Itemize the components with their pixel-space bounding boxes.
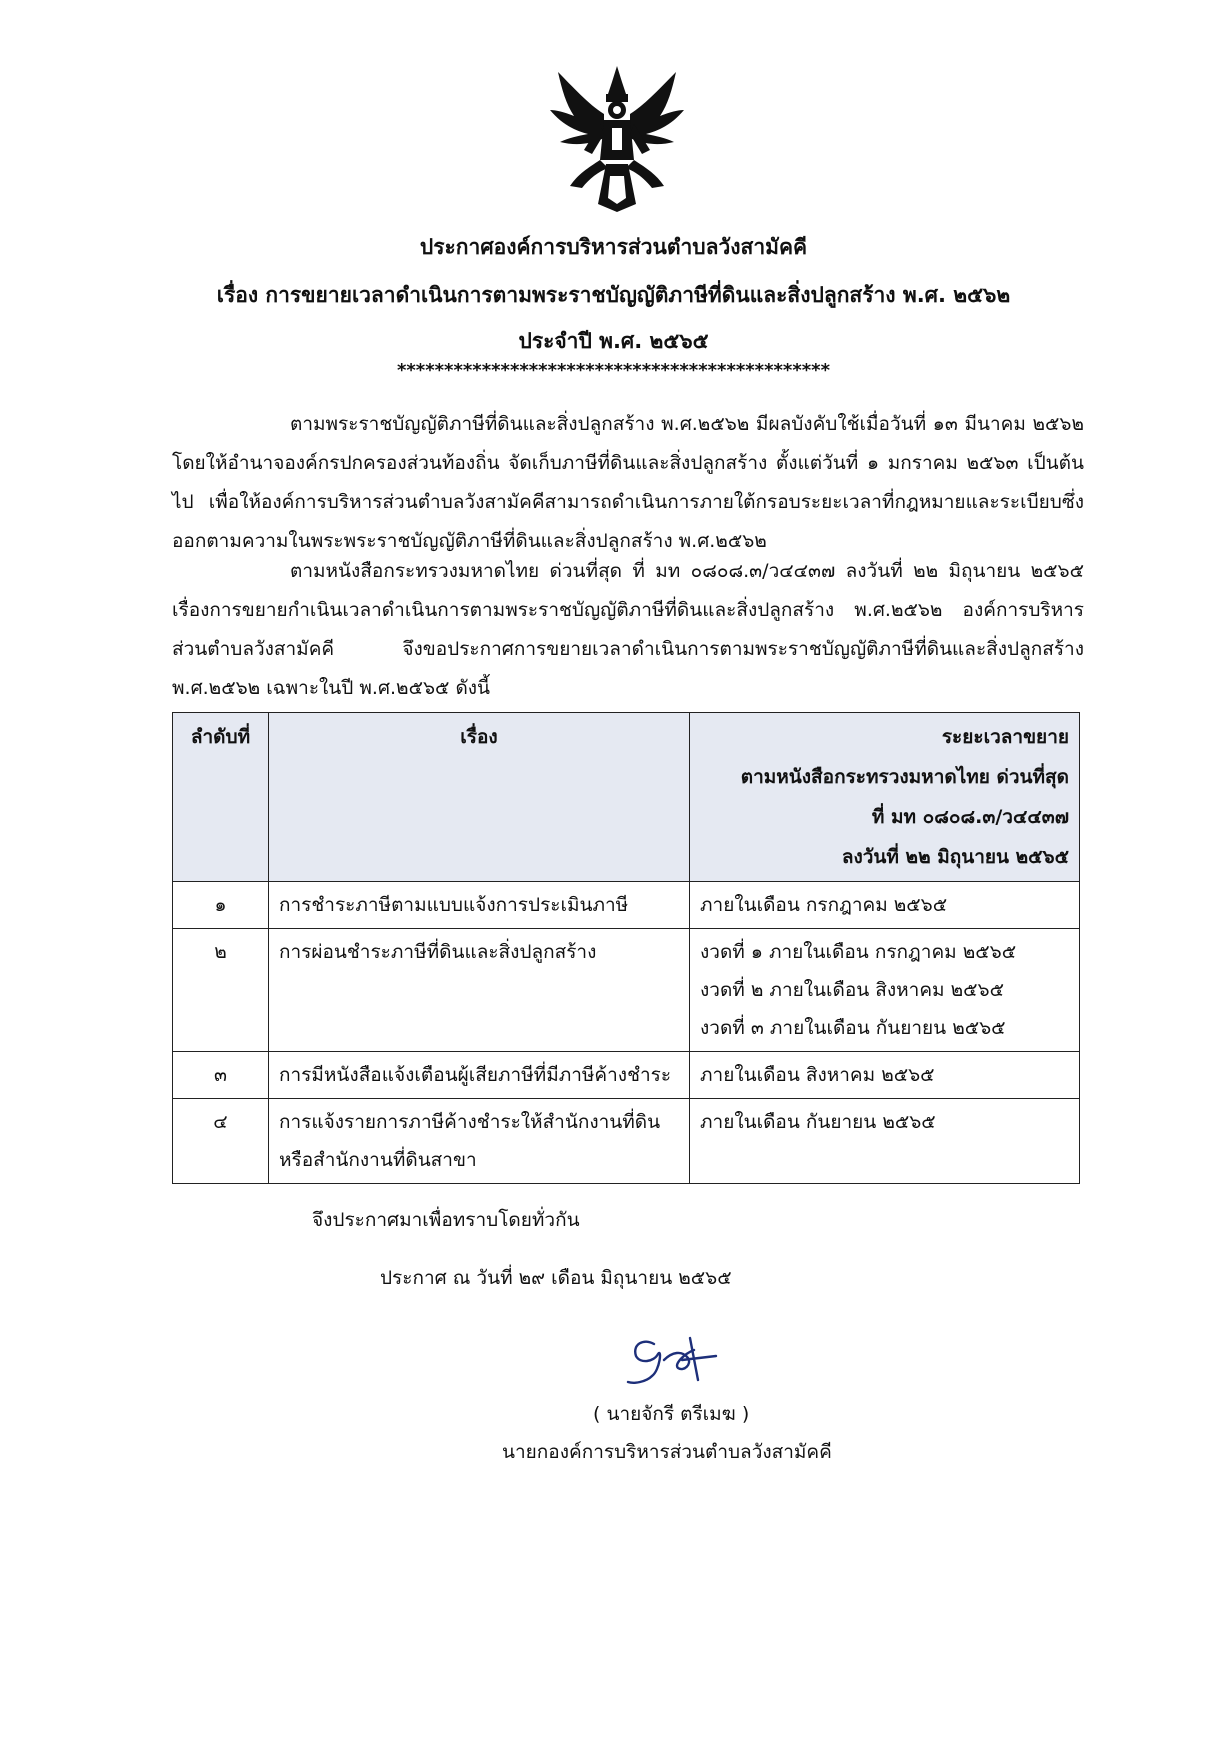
table-row <box>173 1052 1080 1099</box>
row-period <box>690 882 1080 929</box>
row-period-line: ภายในเดือน กันยายน ๒๕๖๕ <box>700 1111 936 1133</box>
row-period <box>690 1052 1080 1099</box>
closing-announce: จึงประกาศมาเพื่อทราบโดยทั่วกัน <box>312 1209 580 1231</box>
header-subject: เรื่อง <box>269 713 690 882</box>
announcement-title: ประกาศองค์การบริหารส่วนตำบลวังสามัคคี <box>419 235 808 259</box>
row-subject <box>269 882 690 929</box>
paragraph-1 <box>172 405 1084 561</box>
row-period-line: งวดที่ ๓ ภายในเดือน กันยายน ๒๕๖๕ <box>700 1017 1006 1039</box>
table-row <box>173 1099 1080 1184</box>
row-subject-line: หรือสำนักงานที่ดินสาขา <box>279 1149 477 1171</box>
garuda-emblem-icon <box>548 64 686 214</box>
row-no: ๔ <box>173 1099 269 1184</box>
header-period-line: ที่ มท ๐๘๐๘.๓/ว๔๔๓๗ <box>871 806 1069 828</box>
header-period <box>690 713 1080 882</box>
signature-icon <box>624 1330 734 1390</box>
row-no: ๒ <box>173 929 269 1052</box>
table-row <box>173 929 1080 1052</box>
table-header-row <box>173 713 1080 882</box>
header-period-line: ลงวันที่ ๒๒ มิถุนายน ๒๕๖๕ <box>841 846 1069 868</box>
announcement-subject: เรื่อง การขยายเวลาดำเนินการตามพระราชบัญญัติภาษีที่ดินและสิ่งปลูกสร้าง พ.ศ. ๒๕๖๒ <box>216 283 1011 307</box>
row-period-line: งวดที่ ๑ ภายในเดือน กรกฎาคม ๒๕๖๕ <box>700 941 1017 963</box>
row-subject-line: การมีหนังสือแจ้งเตือนผู้เสียภาษีที่มีภาษีค้างชำระ <box>279 1064 672 1086</box>
row-subject <box>269 1052 690 1099</box>
row-subject <box>269 929 690 1052</box>
announcement-year: ประจำปี พ.ศ. ๒๕๖๕ <box>518 329 709 353</box>
extension-table <box>172 712 1080 1184</box>
row-period-line: ภายในเดือน สิงหาคม ๒๕๖๕ <box>700 1064 935 1086</box>
closing-date: ประกาศ ณ วันที่ ๒๙ เดือน มิถุนายน ๒๕๖๕ <box>380 1267 732 1289</box>
table-row <box>173 882 1080 929</box>
paragraph-2 <box>172 552 1084 708</box>
row-no: ๓ <box>173 1052 269 1099</box>
signer-position: นายกองค์การบริหารส่วนตำบลวังสามัคคี <box>502 1441 832 1463</box>
header-no: ลำดับที่ <box>173 713 269 882</box>
paragraph-2-text: ตามหนังสือกระทรวงมหาดไทย ด่วนที่สุด ที่ มท ๐๘๐๘.๓/ว๔๔๓๗ ลงวันที่ ๒๒ มิถุนายน ๒๕๖๕ เรื่องการขยายกำเนินเวลาดำเนินการตามพระราชบัญญัติภาษีที่ดินและสิ่งปลูกสร้าง พ.ศ.๒๕๖๒ องค์การบริหารส่วนตำบลวังสามัคคี จึงขอประกาศการขยายเวลาดำเนินการตามพระราชบัญญัติภาษีที่ดินและสิ่งปลูกสร้าง พ.ศ.๒๕๖๒ เฉพาะในปี พ.ศ.๒๕๖๕ ดังนี้ <box>172 560 1084 699</box>
separator-stars: ********************************************** <box>396 360 830 381</box>
row-period-line: งวดที่ ๒ ภายในเดือน สิงหาคม ๒๕๖๕ <box>700 979 1004 1001</box>
row-subject-line: การแจ้งรายการภาษีค้างชำระให้สำนักงานที่ดิน <box>279 1111 661 1133</box>
header-period-line: ตามหนังสือกระทรวงมหาดไทย ด่วนที่สุด <box>740 766 1069 788</box>
row-subject-line: การผ่อนชำระภาษีที่ดินและสิ่งปลูกสร้าง <box>279 941 597 963</box>
paragraph-1-text: ตามพระราชบัญญัติภาษีที่ดินและสิ่งปลูกสร้าง พ.ศ.๒๕๖๒ มีผลบังคับใช้เมื่อวันที่ ๑๓ มีนาคม ๒๕๖๒ โดยให้อำนาจองค์กรปกครองส่วนท้องถิ่น จัดเก็บภาษีที่ดินและสิ่งปลูกสร้าง ตั้งแต่วันที่ ๑ มกราคม ๒๕๖๓ เป็นต้นไป เพื่อให้องค์การบริหารส่วนตำบลวังสามัคคีสามารถดำเนินการภายใต้กรอบระยะเวลาที่กฎหมายและระเบียบซึ่งออกตามความในพระพระราชบัญญัติภาษีที่ดินและสิ่งปลูกสร้าง พ.ศ.๒๕๖๒ <box>172 413 1084 552</box>
header-period-line: ระยะเวลาขยาย <box>941 726 1069 748</box>
row-period-line: ภายในเดือน กรกฎาคม ๒๕๖๕ <box>700 894 948 916</box>
row-subject-line: การชำระภาษีตามแบบแจ้งการประเมินภาษี <box>279 894 629 916</box>
row-subject <box>269 1099 690 1184</box>
row-period <box>690 929 1080 1052</box>
signer-name: ( นายจักรี ตรีเมฆ ) <box>593 1403 750 1425</box>
row-period <box>690 1099 1080 1184</box>
row-no: ๑ <box>173 882 269 929</box>
